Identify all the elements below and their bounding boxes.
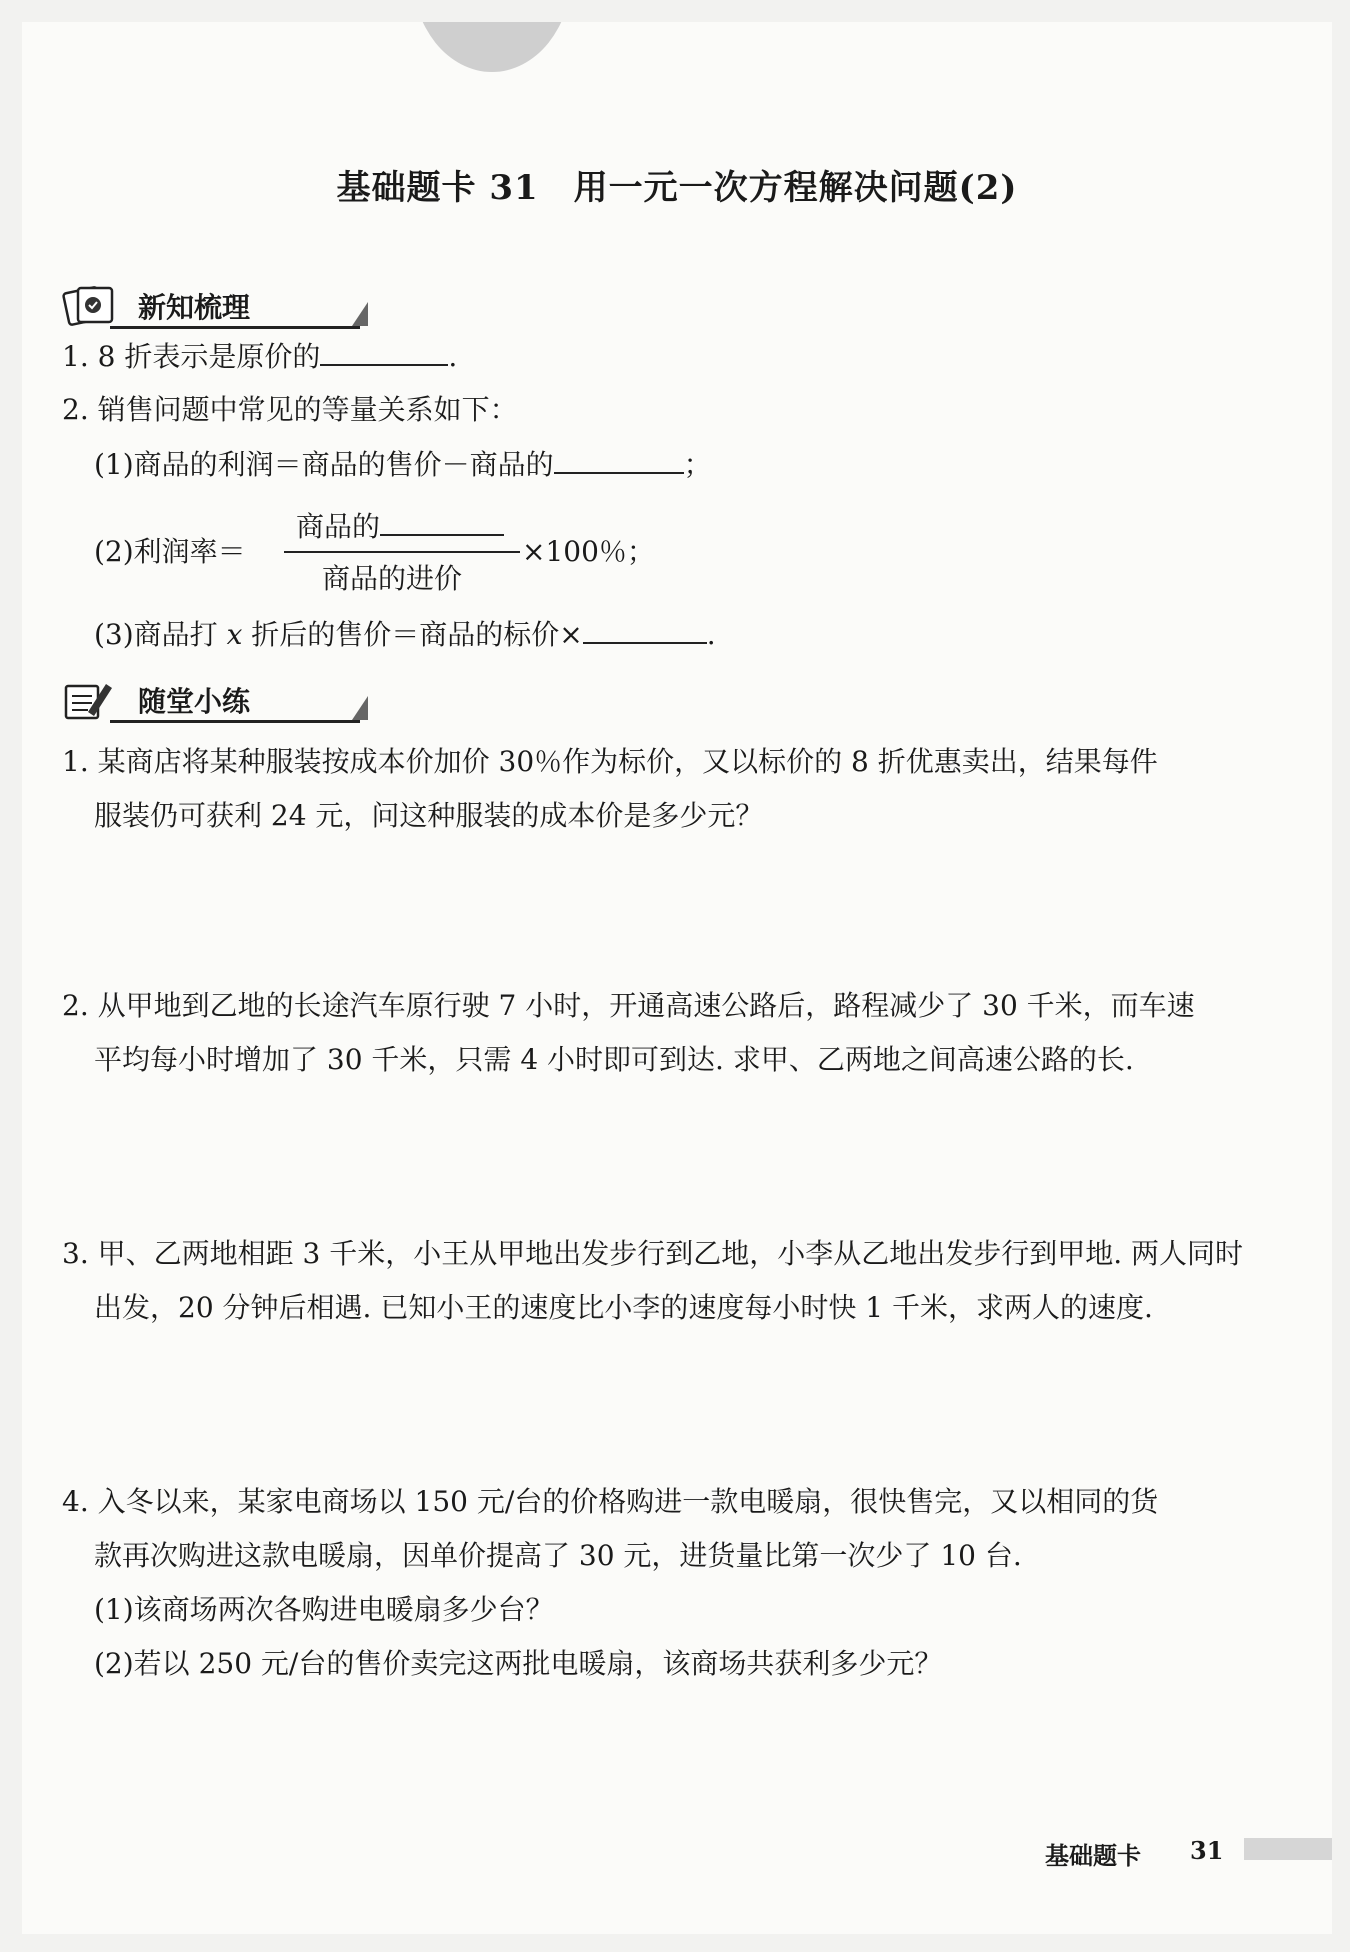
footer-decor-bar [1244,1838,1332,1860]
notebook-pencil-icon [62,678,120,722]
triangle-marker-icon [352,302,368,326]
problem-3-line-1: 3. 甲、乙两地相距 3 千米，小王从甲地出发步行到乙地，小李从乙地出发步行到甲地. 两人同时 [62,1237,1244,1270]
problem-3-line-2: 出发，20 分钟后相遇. 已知小王的速度比小李的速度每小时快 1 千米，求两人的速度. [94,1291,1153,1324]
triangle-marker-icon [352,696,368,720]
knowledge-item-2: 2. 销售问题中常见的等量关系如下： [62,393,518,426]
punctuation: . [448,340,458,373]
section-label: 随堂小练 [138,685,251,718]
fraction-denominator: 商品的进价 [322,562,463,595]
knowledge-item-1 [62,338,457,375]
fraction-bar [284,551,520,553]
problem-4-line-1: 4. 入冬以来，某家电商场以 150 元/台的价格购进一款电暖扇，很快售完，又以相同的货 [62,1485,1159,1518]
worksheet-page [22,22,1332,1934]
profit-rate-suffix: ×100％； [522,535,655,568]
problem-1-line-2: 服装仍可获利 24 元，问这种服装的成本价是多少元？ [94,799,764,832]
knowledge-item-2-3: (3)商品打 x 折后的售价＝商品的标价× . [94,618,716,651]
section-header-knowledge [62,280,382,332]
problem-4-line-2: 款再次购进这款电暖扇，因单价提高了 30 元，进货量比第一次少了 10 台. [94,1539,1022,1572]
section-header-practice [62,674,382,726]
answer-blank[interactable] [554,446,684,474]
section-label: 新知梳理 [138,291,251,324]
problem-2-line-1: 2. 从甲地到乙地的长途汽车原行驶 7 小时，开通高速公路后，路程减少了 30 千米，而车速 [62,989,1195,1022]
section-underline [110,326,360,329]
question-text: (1)商品的利润＝商品的售价－商品的 [94,448,554,481]
punctuation: ； [683,448,712,481]
answer-blank[interactable] [380,508,504,536]
footer-label: 基础题卡 [1045,1842,1141,1870]
fraction-numerator: 商品的 [296,505,504,545]
page-title: 基础题卡 31 用一元一次方程解决问题(2) [336,168,1018,208]
problem-4-sub-1: (1)该商场两次各购进电暖扇多少台？ [94,1593,554,1626]
variable-x: x [226,618,243,651]
question-text: 1. 8 折表示是原价的 [62,340,321,373]
knowledge-item-2-1 [94,446,712,483]
problem-2-line-2: 平均每小时增加了 30 千米，只需 4 小时即可到达. 求甲、乙两地之间高速公路的长. [94,1043,1134,1076]
problem-1-line-1: 1. 某商店将某种服装按成本价加价 30％作为标价，又以标价的 8 折优惠卖出，结果每件 [62,745,1158,778]
problem-4-sub-2: (2)若以 250 元/台的售价卖完这两批电暖扇，该商场共获利多少元？ [94,1647,943,1680]
profit-rate-prefix: (2)利润率＝ [94,535,246,568]
answer-blank[interactable] [320,338,448,366]
answer-blank[interactable] [583,616,707,644]
decorative-arc [412,22,572,72]
section-underline [110,720,360,723]
notebook-check-icon [62,284,120,328]
page-number: 31 [1190,1836,1224,1865]
